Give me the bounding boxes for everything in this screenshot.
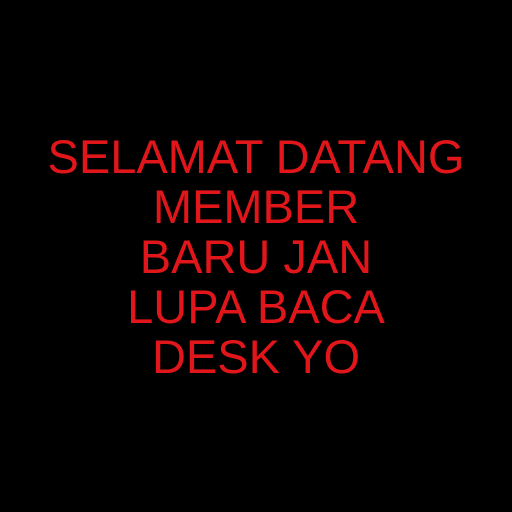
- welcome-message: [0, 132, 512, 382]
- message-line-2: MEMBER: [152, 180, 360, 233]
- message-line-1: SELAMAT DATANG: [47, 130, 465, 183]
- message-line-3: BARU JAN: [139, 230, 373, 283]
- message-line-4: LUPA BACA: [127, 280, 385, 333]
- message-line-5: DESK YO: [151, 330, 361, 383]
